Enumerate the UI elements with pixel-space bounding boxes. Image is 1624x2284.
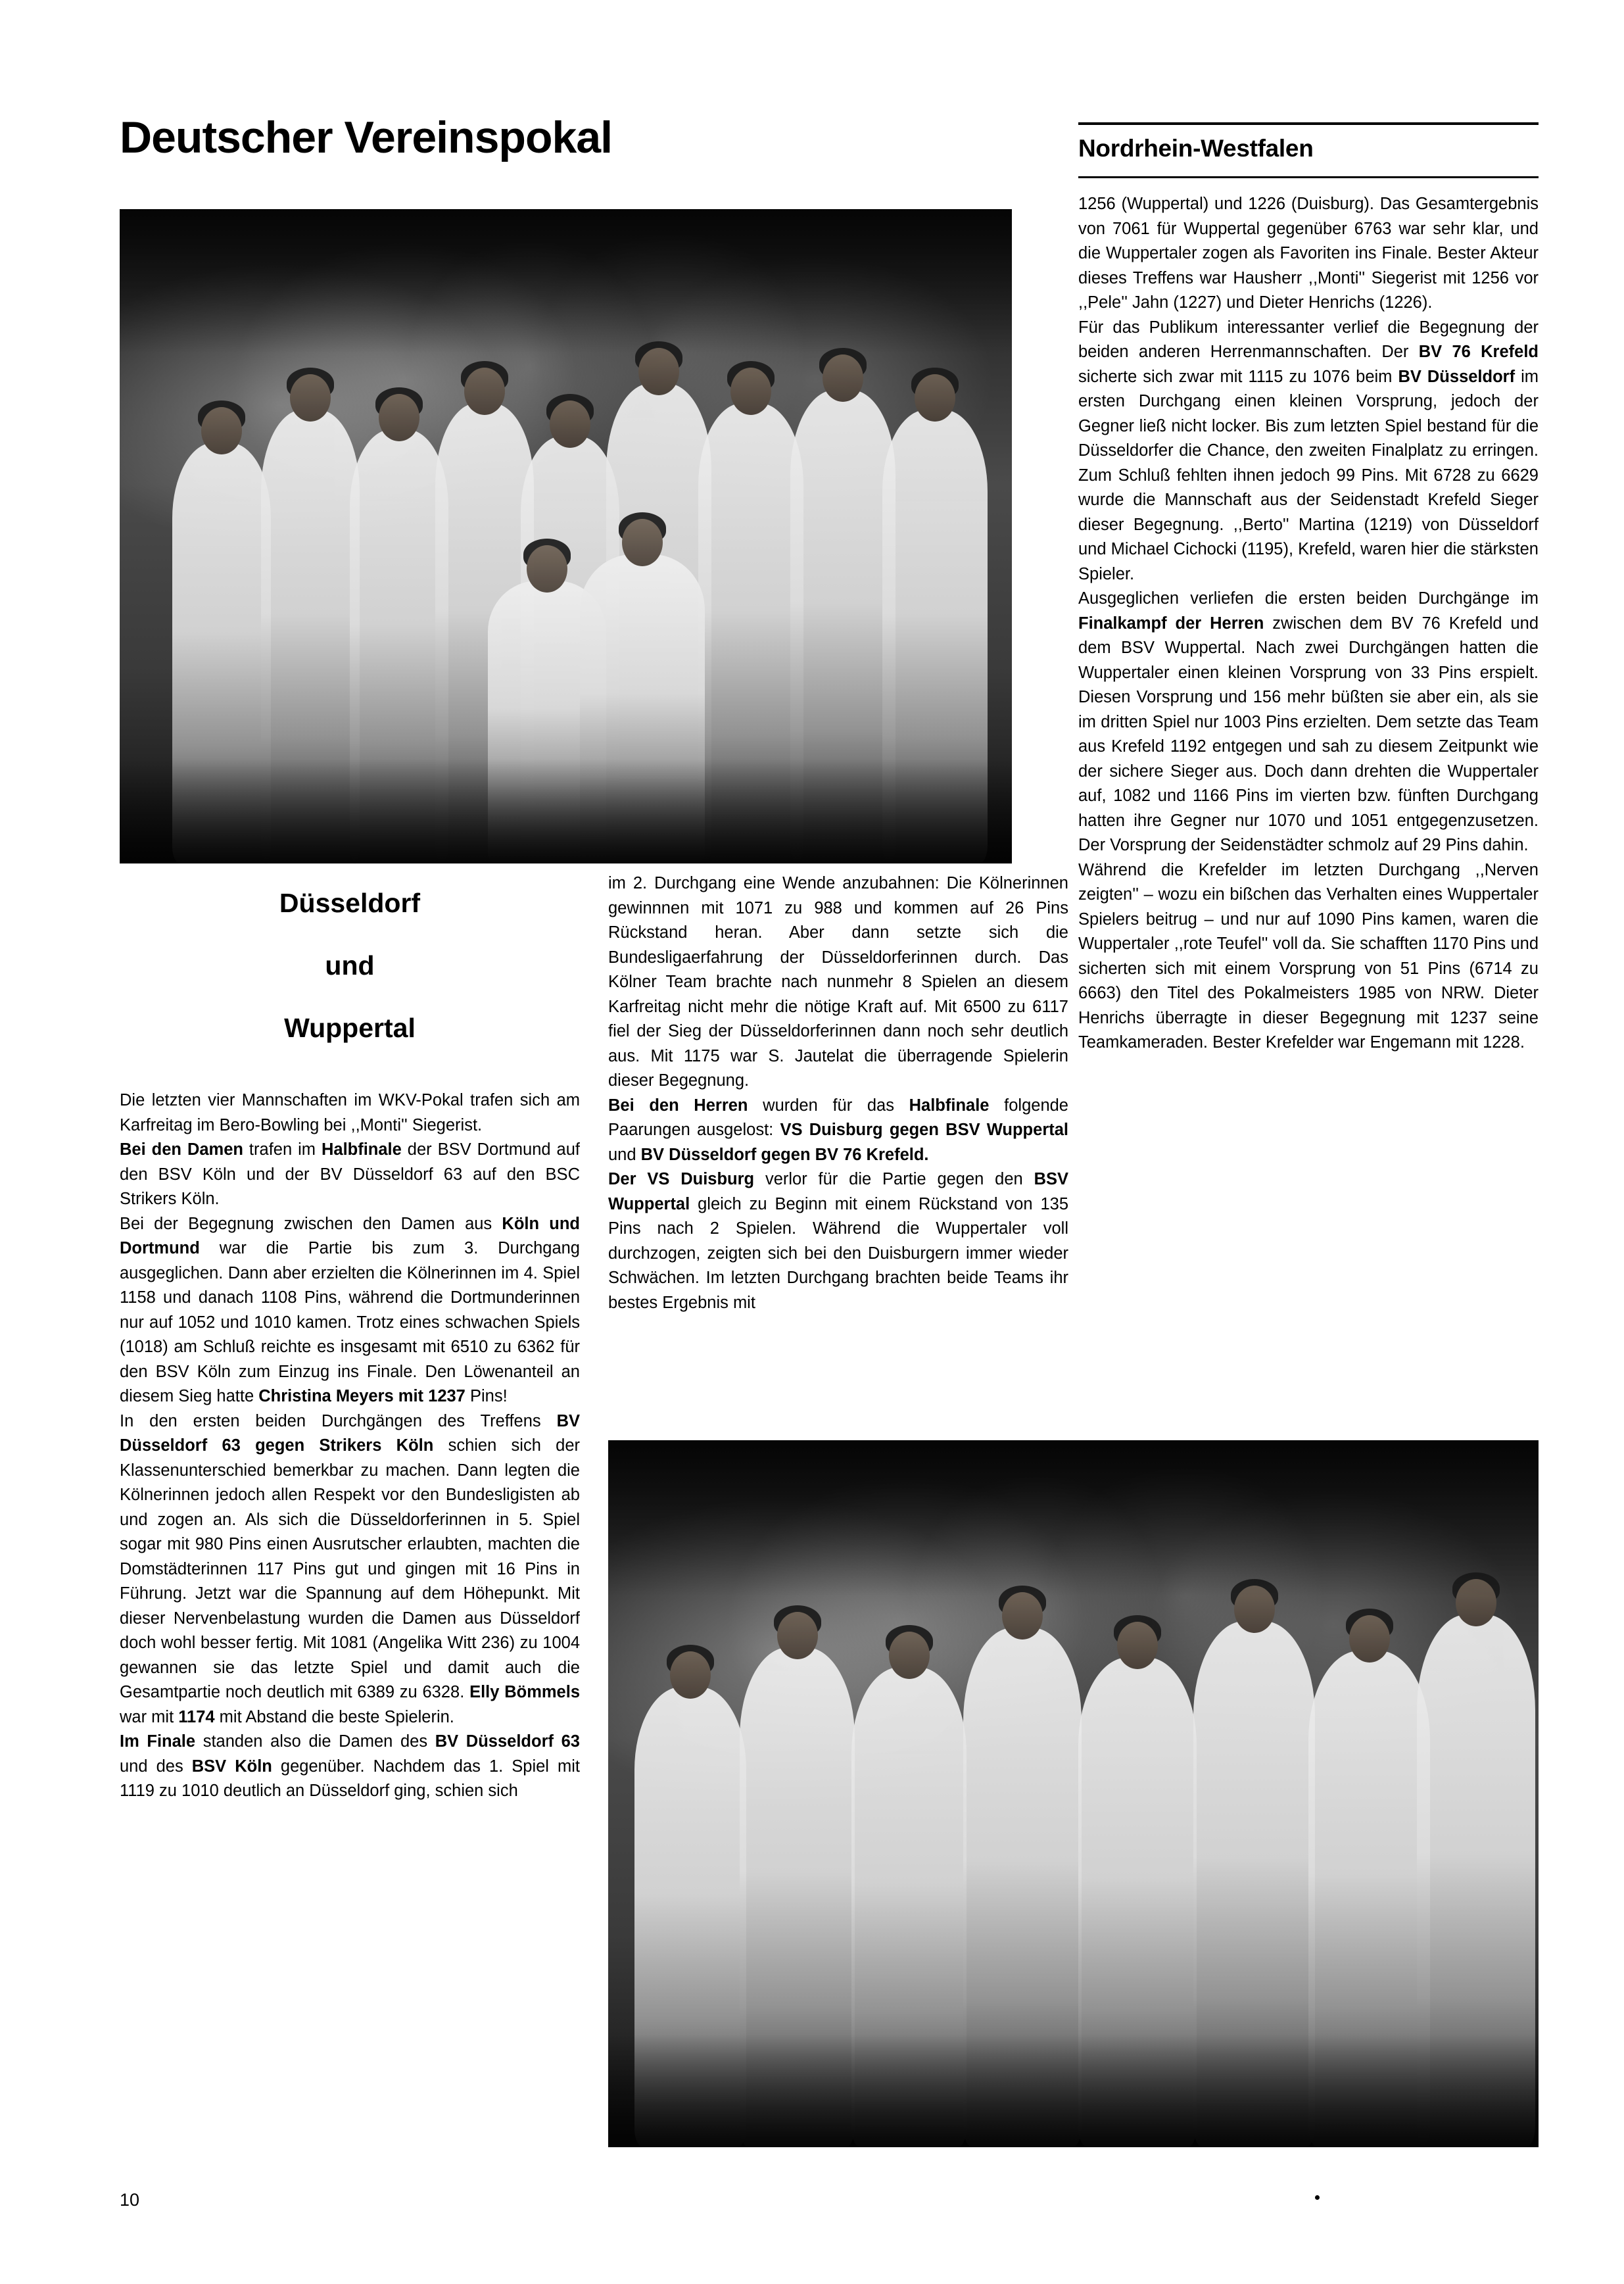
print-mark-dot — [1315, 2195, 1320, 2200]
body-column-1 — [120, 1088, 580, 1804]
section-heading-nrw: Nordrhein-Westfalen — [1078, 135, 1314, 162]
text-run: und des — [120, 1757, 192, 1776]
text-run-bold: Halbfinale — [909, 1096, 990, 1115]
text-run-bold: Der VS Duisburg — [608, 1170, 755, 1188]
text-run: Pins! — [465, 1387, 508, 1405]
text-run-bold: BSV Wuppertal — [608, 1170, 1068, 1213]
paragraph — [1078, 587, 1539, 858]
header-rule-bottom — [1078, 176, 1539, 178]
photo-vignette-bottom — [120, 759, 1012, 863]
paragraph — [120, 1138, 580, 1212]
text-run: 1256 (Wuppertal) und 1226 (Duisburg). Das Gesamtergebnis von 7061 für Wuppertal gegenüber 6763 war sehr klar, und die Wuppertaler zogen als Favoriten ins Finale. Bester Akteur dieses Treffens war Hausherr ,,Monti'' Siegerist mit 1256 vor ,,Pele'' Jahn (1227) und Dieter Henrichs (1226). — [1078, 195, 1539, 312]
text-run: der BSV Dortmund auf den BSV Köln und der BV Düsseldorf 63 auf den BSC Strikers Köln. — [120, 1140, 580, 1208]
paragraph — [120, 1212, 580, 1409]
text-run: gegenüber. Nachdem das 1. Spiel mit 1119 zu 1010 deutlich an Düsseldorf ging, schien sich — [120, 1757, 580, 1800]
paragraph — [1078, 192, 1539, 316]
text-run: Während die Krefelder im letzten Durchgang ,,Nerven zeigten'' – wozu ein bißchen das Verhalten eines Wuppertaler Spielers beitrug – und nur auf 1090 Pins kamen, waren die Wuppertaler ,,rote Teufel'' voll da. Sie schafften 1170 Pins und sicherten sich mit einem Vorsprung von 51 Pins (6714 zu 6663) den Titel des Pokalmeisters 1985 von NRW. Dieter Henrichs überragte in dieser Begegnung mit 1237 seine Teamkameraden. Bester Krefelder war Engemann mit 1228. — [1078, 860, 1539, 1052]
text-run-bold: Köln und Dortmund — [120, 1214, 580, 1257]
paragraph — [1078, 858, 1539, 1056]
text-run: schien sich der Klassenunterschied bemerkbar zu machen. Dann legten die Kölnerinnen jedoch allen Respekt vor den Bundesligisten ab und zogen an. Als sich die Düsseldorferinnen in 5. Spiel sogar mit 980 Pins einen Ausrutscher erlaubten, machten die Domstädterinnen 117 Pins gut und gingen mit 16 Pins in Führung. Jetzt war die Spannung auf dem Höhepunkt. Mit dieser Nervenbelastung wurden die Damen aus Düsseldorf doch wohl besser fertig. Mit 1081 (Angelika Witt 236) zu 1004 gewannen sie das letzte Spiel und damit auch die Gesamtpartie noch deutlich mit 6389 zu 6328. — [120, 1436, 580, 1701]
paragraph — [120, 1730, 580, 1804]
paragraph — [120, 1409, 580, 1730]
text-run: und — [608, 1145, 641, 1164]
text-run-bold: Bei den Herren — [608, 1096, 748, 1115]
paragraph — [1078, 316, 1539, 587]
header-rule-top — [1078, 122, 1539, 125]
text-run: verlor für die Partie gegen den — [754, 1170, 1034, 1188]
page-number: 10 — [120, 2190, 140, 2210]
text-run: standen also die Damen des — [195, 1732, 435, 1751]
text-run: In den ersten beiden Durchgängen des Treffens — [120, 1411, 557, 1430]
text-run: Für das Publikum interessanter verlief die Begegnung der beiden anderen Herrenmannschaften. Der — [1078, 318, 1539, 361]
text-run-bold: BV 76 Krefeld — [1418, 343, 1539, 361]
body-column-3 — [1078, 192, 1539, 1056]
subtitle-line-2: und — [325, 950, 375, 981]
text-run-bold: 1174 — [178, 1707, 215, 1726]
photo-team-women — [608, 1440, 1539, 2147]
text-run: war die Partie bis zum 3. Durchgang ausgeglichen. Dann aber erzielten die Kölnerinnen im 4. Spiel 1158 und danach 1108 Pins, während die Dortmunderinnen nur auf 1052 und 1010 kamen. Trotz eines schwachen Spiels (1018) am Schluß reichte es insgesamt mit 6510 zu 6362 für den BSV Köln zum Einzug ins Finale. Den Löwenanteil an diesem Sieg hatte — [120, 1239, 580, 1405]
text-run-bold: BSV Köln — [191, 1757, 272, 1776]
text-run: Bei der Begegnung zwischen den Damen aus — [120, 1214, 502, 1233]
text-run: folgende Paarungen ausgelost: — [608, 1096, 1068, 1139]
text-run: im 2. Durchgang eine Wende anzubahnen: Die Kölnerinnen gewinnnen mit 1071 zu 988 und kommen auf 26 Pins Rückstand heran. Aber dann setzte sich die Bundesligaerfahrung der Düsseldorferinnen durch. Das Kölner Team brachte nach nunmehr 8 Spielen an diesem Karfreitag nicht mehr die nötige Kraft auf. Mit 6500 zu 6117 fiel der Sieg der Düsseldorferinnen dann noch sehr deutlich aus. Mit 1175 war S. Jautelat die überragende Spielerin dieser Begegnung. — [608, 874, 1068, 1090]
text-run-bold: Im Finale — [120, 1732, 196, 1751]
text-run-bold: VS Duisburg gegen BSV Wuppertal — [780, 1121, 1069, 1139]
text-run: Ausgeglichen verliefen die ersten beiden Durchgänge im — [1078, 589, 1539, 608]
photo-vignette-bottom — [608, 2034, 1539, 2147]
text-run-bold: Bei den Damen — [120, 1140, 243, 1159]
text-run: im ersten Durchgang einen kleinen Vorsprung, jedoch der Gegner ließ nicht locker. Bis zum letzten Spiel bestand für die Düsseldorfer die Chance, den zweiten Finalplatz zu erringen. Zum Schluß fehlten ihnen jedoch 99 Pins. Mit 6728 zu 6629 wurde die Mannschaft aus der Seidenstadt Krefeld Sieger dieser Begegnung. ,,Berto'' Martina (1219) von Düsseldorf und Michael Cichocki (1195), Krefeld, waren hier die stärksten Spieler. — [1078, 367, 1539, 583]
text-run-bold: BV Düsseldorf — [1398, 367, 1516, 386]
page-title: Deutscher Vereinspokal — [120, 112, 613, 162]
paragraph — [608, 1167, 1068, 1315]
photo-team-duesseldorf-wuppertal — [120, 209, 1012, 863]
text-run: gleich zu Beginn mit einem Rückstand von 135 Pins nach 2 Spielen. Während die Wuppertaler voll durchzogen, zeigten sich bei den Duisburgern immer wieder Schwächen. Im letzten Durchgang brachten beide Teams ihr bestes Ergebnis mit — [608, 1194, 1068, 1312]
text-run: wurden für das — [748, 1096, 909, 1115]
paragraph — [608, 1094, 1068, 1168]
photo-vignette-top — [120, 209, 1012, 353]
text-run-bold: BV Düsseldorf gegen BV 76 Krefeld. — [640, 1145, 929, 1164]
text-run-bold: BV Düsseldorf 63 gegen Strikers Köln — [120, 1411, 580, 1455]
text-run: mit Abstand die beste Spielerin. — [214, 1707, 454, 1726]
subtitle-line-1: Düsseldorf — [279, 888, 421, 918]
text-run-bold: Halbfinale — [321, 1140, 402, 1159]
text-run: Die letzten vier Mannschaften im WKV-Pokal trafen sich am Karfreitag im Bero-Bowling bei ,,Monti'' Siegerist. — [120, 1091, 580, 1134]
paragraph — [608, 871, 1068, 1094]
text-run: trafen im — [243, 1140, 322, 1159]
text-run-bold: Finalkampf der Herren — [1078, 614, 1264, 633]
text-run-bold: Christina Meyers mit 1237 — [258, 1387, 466, 1405]
paragraph — [120, 1088, 580, 1138]
text-run: war mit — [120, 1707, 179, 1726]
subtitle-line-3: Wuppertal — [284, 1013, 416, 1043]
text-run: sicherte sich zwar mit 1115 zu 1076 beim — [1078, 367, 1398, 386]
body-column-2 — [608, 871, 1068, 1315]
text-run-bold: Elly Bömmels — [469, 1683, 581, 1701]
text-run: zwischen dem BV 76 Krefeld und dem BSV Wuppertal. Nach zwei Durchgängen hatten die Wuppertaler einen kleinen Vorsprung von 33 Pins erspielt. Diesen Vorsprung und 156 mehr büßten sie aber ein, als sie im dritten Spiel nur 1003 Pins erzielten. Dem setzte das Team aus Krefeld 1192 entgegen und sah zu diesem Zeitpunkt wie der sichere Sieger aus. Doch dann drehten die Wuppertaler auf, 1082 und 1166 Pins im vierten bzw. fünften Durchgang hatten ihre Gegner nur 1070 und 1051 entgegenzusetzen. Der Vorsprung der Seidenstädter schmolz auf 29 Pins dahin. — [1078, 614, 1539, 854]
text-run-bold: BV Düsseldorf 63 — [435, 1732, 580, 1751]
photo-vignette-top — [608, 1440, 1539, 1596]
